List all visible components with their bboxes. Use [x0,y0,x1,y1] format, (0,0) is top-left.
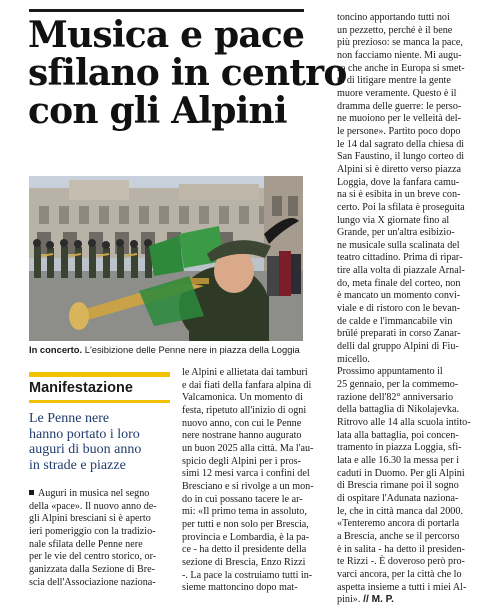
body-line: e dai fiati della fanfara alpina di [182,379,312,391]
author-signature: // M. P. [360,594,394,606]
body-line: gli Alpini bresciani si è aperto [29,513,151,525]
body-line: lata alla battaglia, poi concen- [337,429,459,441]
body-line: di ospitare l'Adunata naziona- [337,492,459,504]
body-line: do in cui possano tacere le ar- [182,493,303,505]
body-line: le Alpini e allietata dai tamburi [182,367,308,378]
caption-bold: In concerto. [29,344,83,355]
body-column-2 [182,367,324,595]
body-line: muore veramente. Questo è il [337,87,457,99]
body-line: pini». // M. P. [337,594,394,606]
body-line: sezione di Brescia, Enzo Rizzi [182,556,306,568]
body-line: te Rizzi -. È doveroso però pro- [337,556,465,568]
body-line: Prossimo appuntamento il [337,366,443,378]
body-column-1 [29,488,171,589]
body-line: ce - ha detto il presidente della [182,544,307,556]
body-line: dramma delle guerre: le perso- [337,100,462,112]
body-line: Bresciano e si rivolge a un mon- [182,480,314,492]
body-line: micello. [337,353,370,365]
body-line: non facciamo niente. Mi augu- [337,49,462,61]
body-column-3 [337,12,484,607]
body-line: è mancato un momento convi- [337,290,461,302]
body-line: Alpini si è diretto verso piazza [337,163,461,175]
body-line: de calde e l'immancabile vin [337,315,453,327]
body-line: simi 12 mesi varca i confini del [182,468,310,480]
headline-line: sfilano in centro [28,52,347,94]
body-line: della battaglia di Nikolajevka. [337,404,460,416]
body-line: certo. Poi la sfilata è proseguita [337,201,465,213]
headline-line: con gli Alpini [28,90,287,132]
body-line: tramento in piazza Loggia, sfi- [337,442,462,454]
headline-line: Musica e pace [28,14,305,56]
subhead-line: auguri di buon anno [29,442,142,457]
body-line: «Tenteremo ancora di portarla [337,518,460,530]
body-line: 25 gennaio, per la commemo- [337,379,459,391]
subhead-line: in strade e piazze [29,457,126,473]
body-line: tire alla volta di piazzale Arnal- [337,265,465,277]
body-line: della «pace». Il nuovo anno de- [29,500,157,512]
body-line: Auguri in musica nel segno [29,488,171,501]
section-accent-bar [29,372,170,377]
body-line: le persone». Partito poco dopo [337,125,461,137]
body-line: teatro cittadino. Prima di ripar- [337,252,463,264]
body-line: ganizzata dalla Sezione di Bre- [29,563,155,575]
body-line: viale e di ristoro con le bevan- [337,303,461,315]
body-line: aspetta insieme a tutti i miei Al- [337,581,467,593]
body-line: un pezzetto, perché è il bene [337,24,453,36]
body-line: a Brescia, anche se il percorso [337,530,460,542]
body-line: toncino apportando tutti noi [337,12,450,23]
article-photo [29,176,303,341]
body-line: spicio degli Alpini per i pros- [182,455,301,467]
body-line: Valcamonica. Un momento di [182,392,303,404]
body-line: sieme mattoncino dopo mat- [182,582,298,594]
body-line: nale sfilata delle Penne nere [29,538,143,550]
body-line: le, che in città manca dal 2000. [337,505,463,517]
body-line: festa, ripetuto all'inizio di ogni [182,404,307,416]
body-line: le 14 dal sagrato della chiesa di [337,138,465,150]
body-line: lungo via X giornate fino al [337,214,450,226]
body-line: ro che anche in Europa si smet- [337,62,465,74]
body-line: Ritrovo alle 14 alla scuola intito- [337,417,471,428]
body-line: razione dell'82° anniversario [337,391,454,403]
body-line: provincia e Lombardia, è la pa- [182,531,310,543]
body-line: na si è esibita in un breve con- [337,189,461,201]
body-line: lata e alle 16.30 la messa per i [337,454,460,466]
subhead-line: hanno portato i loro [29,426,140,442]
body-line: per le vie del centro storico, or- [29,551,157,563]
body-line: San Faustino, il lungo corteo di [337,151,465,163]
subhead-line: Le Penne nere [29,411,110,426]
body-line: brülé preparati in corso Zanar- [337,328,461,340]
body-line: per tutti e non solo per Brescia, [182,518,309,530]
body-line: un buon 2025 alla città. Ma l'au- [182,442,314,454]
article-headline [28,14,347,132]
article-subhead [29,411,171,473]
body-line: varci ancora, per la città che lo [337,568,462,580]
body-line: scia dell'Associazione naziona- [29,576,156,588]
body-line: ne muoiono per le velleità del- [337,113,461,125]
bullet-square-icon [29,490,34,495]
body-line: di Brescia rimane poi il sogno [337,480,459,492]
body-line: è in salita - ha detto il presiden- [337,543,465,555]
body-line: ta di litigare mentre la gente [337,75,451,87]
caption-text: L'esibizione delle Penne nere in piazza della Loggia [82,344,300,355]
body-line: ieri pomeriggio con la tradizio- [29,525,156,537]
body-line: caduti in Duomo. Per gli Alpini [337,467,465,479]
body-line: ne musicale sulla scalinata del [337,239,460,251]
body-line: Loggia, dove la fanfara camu- [337,176,460,188]
section-accent-bar-bottom [29,400,170,403]
body-line: -. La pace la costruiamo tutti in- [182,569,313,581]
top-rule [29,9,304,12]
body-line: Grande, per un'altra esibizio- [337,227,455,239]
section-label: Manifestazione [29,380,133,396]
body-line: nere nostrane hanno augurato [182,430,302,442]
body-line: do, meta finale del corteo, non [337,277,461,289]
body-line: delli dal gruppo Alpini di Fiu- [337,341,459,353]
body-line: più prezioso: se manca la pace, [337,37,463,49]
photo-caption [29,344,305,356]
body-line: nuovo anno, con cui le Penne [182,417,302,429]
alpini-parade-photo [29,176,303,341]
body-line: mi: «Il primo tema in assoluto, [182,506,307,518]
